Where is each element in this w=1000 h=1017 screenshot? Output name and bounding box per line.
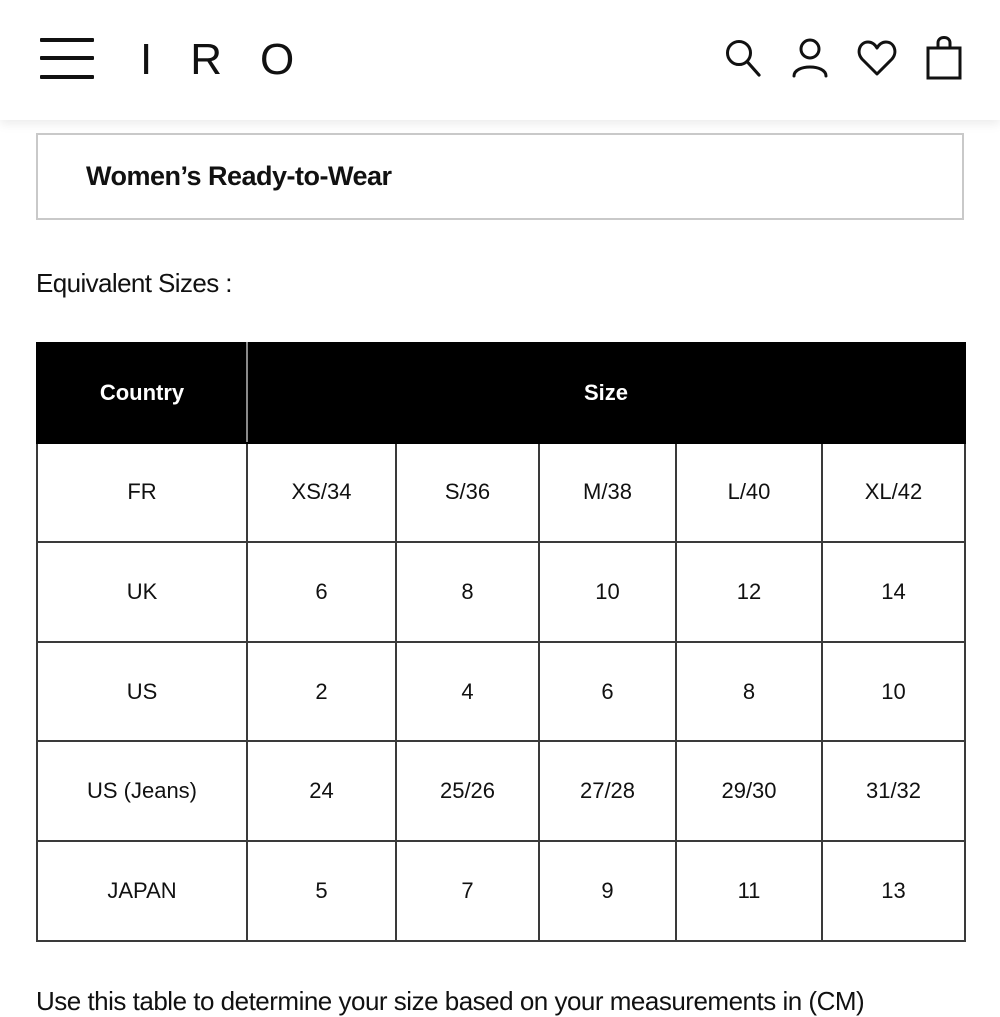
size-cell: XS/34 — [247, 443, 396, 543]
size-cell: 31/32 — [822, 741, 965, 841]
size-cell: 5 — [247, 841, 396, 941]
size-column-header: Size — [247, 343, 965, 443]
country-column-header: Country — [37, 343, 247, 443]
size-cell: 11 — [676, 841, 822, 941]
size-cell: 8 — [676, 642, 822, 742]
country-cell: UK — [37, 542, 247, 642]
size-cell: 12 — [676, 542, 822, 642]
table-row — [37, 542, 965, 642]
size-cell: 6 — [539, 642, 676, 742]
table-row — [37, 741, 965, 841]
size-cell: 13 — [822, 841, 965, 941]
measurement-instructions: Use this table to determine your size based on your measurements in (CM) — [36, 986, 865, 1016]
size-cell: S/36 — [396, 443, 539, 543]
size-cell: 10 — [822, 642, 965, 742]
size-conversion-table — [36, 342, 966, 942]
table-row — [37, 841, 965, 941]
shopping-bag-icon[interactable] — [924, 36, 964, 80]
country-cell: US — [37, 642, 247, 742]
size-cell: L/40 — [676, 443, 822, 543]
table-row — [37, 443, 965, 543]
size-cell: 14 — [822, 542, 965, 642]
category-selector[interactable] — [36, 133, 964, 220]
size-cell: M/38 — [539, 443, 676, 543]
size-guide-content — [0, 120, 1000, 1016]
size-cell: 4 — [396, 642, 539, 742]
table-row — [37, 642, 965, 742]
country-cell: US (Jeans) — [37, 741, 247, 841]
size-cell: 24 — [247, 741, 396, 841]
country-cell: JAPAN — [37, 841, 247, 941]
size-cell: 2 — [247, 642, 396, 742]
account-icon[interactable] — [790, 36, 830, 80]
size-cell: 7 — [396, 841, 539, 941]
category-selected-label: Women’s Ready-to-Wear — [86, 161, 392, 191]
search-icon[interactable] — [723, 36, 763, 80]
site-header — [0, 0, 1000, 120]
country-cell: FR — [37, 443, 247, 543]
size-cell: 10 — [539, 542, 676, 642]
size-cell: 25/26 — [396, 741, 539, 841]
brand-logo[interactable]: IRO — [140, 35, 333, 84]
equivalent-sizes-label: Equivalent Sizes : — [36, 268, 232, 298]
size-cell: 9 — [539, 841, 676, 941]
size-cell: 6 — [247, 542, 396, 642]
size-cell: 29/30 — [676, 741, 822, 841]
size-cell: 27/28 — [539, 741, 676, 841]
table-header-row — [37, 343, 965, 443]
wishlist-heart-icon[interactable] — [857, 36, 897, 80]
size-cell: 8 — [396, 542, 539, 642]
size-cell: XL/42 — [822, 443, 965, 543]
header-actions — [723, 36, 964, 80]
hamburger-menu-icon[interactable] — [40, 38, 94, 80]
